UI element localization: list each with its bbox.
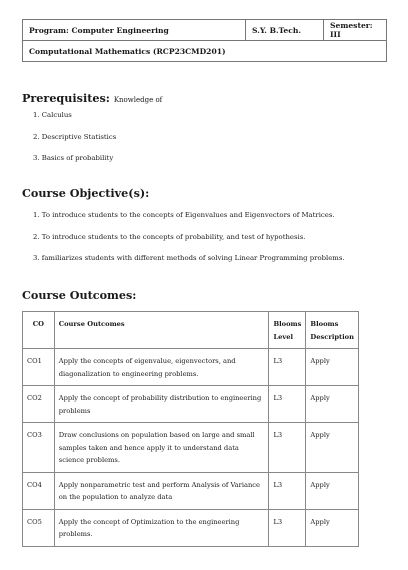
- list-item: 2. To introduce students to the concepts of probability, and test of hypothesis.: [33, 232, 306, 241]
- header-level: Blooms Level: [269, 312, 306, 349]
- co-description: Apply: [306, 423, 359, 473]
- course-name-cell: Computational Mathematics (RCP23CMD201): [23, 41, 387, 62]
- list-item: 1. To introduce students to the concepts of Eigenvalues and Eigenvectors of Matrices.: [33, 211, 335, 219]
- year-cell: S.Y. B.Tech.: [246, 20, 324, 41]
- co-text: Apply the concept of probability distribution to engineering problems: [54, 386, 269, 423]
- co-text: Draw conclusions on population based on large and small samples taken and hence apply it to understand data science problems.: [54, 423, 269, 473]
- co-level: L3: [269, 349, 306, 386]
- outcomes-heading: Course Outcomes:: [22, 288, 137, 302]
- program-cell: Program: Computer Engineering: [23, 20, 246, 41]
- co-text: Apply the concepts of eigenvalue, eigenvectors, and diagonalization to engineering problems.: [54, 349, 269, 386]
- outcomes-table: [22, 311, 359, 547]
- co-level: L3: [269, 386, 306, 423]
- co-id: CO1: [23, 349, 55, 386]
- list-item: 3. familiarizes students with different methods of solving Linear Programming problems.: [33, 254, 345, 262]
- header-co: CO: [23, 312, 55, 349]
- course-header-table: [22, 19, 387, 62]
- header-outcomes: Course Outcomes: [54, 312, 269, 349]
- co-text: Apply the concept of Optimization to the engineering problems.: [54, 509, 269, 546]
- co-id: CO4: [23, 472, 55, 509]
- list-item: 2. Descriptive Statistics: [33, 132, 117, 141]
- table-row: [23, 509, 359, 546]
- list-item: 3. Basics of probability: [33, 154, 114, 162]
- co-text: Apply nonparametric test and perform Analysis of Variance on the population to analyze data: [54, 472, 269, 509]
- semester-cell: Semester: III: [324, 20, 387, 41]
- table-row: [23, 349, 359, 386]
- co-level: L3: [269, 472, 306, 509]
- co-description: Apply: [306, 472, 359, 509]
- table-row: [23, 472, 359, 509]
- prerequisites-list: [33, 111, 116, 176]
- co-description: Apply: [306, 349, 359, 386]
- co-id: CO5: [23, 509, 55, 546]
- prerequisites-heading: [22, 91, 162, 105]
- co-level: L3: [269, 509, 306, 546]
- table-row: [23, 386, 359, 423]
- co-description: Apply: [306, 509, 359, 546]
- objectives-heading: Course Objective(s):: [22, 186, 150, 200]
- table-header-row: [23, 312, 359, 349]
- prerequisites-title: Prerequisites:: [22, 91, 110, 105]
- co-description: Apply: [306, 386, 359, 423]
- co-id: CO3: [23, 423, 55, 473]
- list-item: 1. Calculus: [33, 111, 72, 119]
- co-id: CO2: [23, 386, 55, 423]
- header-description: Blooms Description: [306, 312, 359, 349]
- objectives-list: [33, 211, 345, 276]
- co-level: L3: [269, 423, 306, 473]
- table-row: [23, 423, 359, 473]
- prerequisites-note: Knowledge of: [113, 96, 163, 104]
